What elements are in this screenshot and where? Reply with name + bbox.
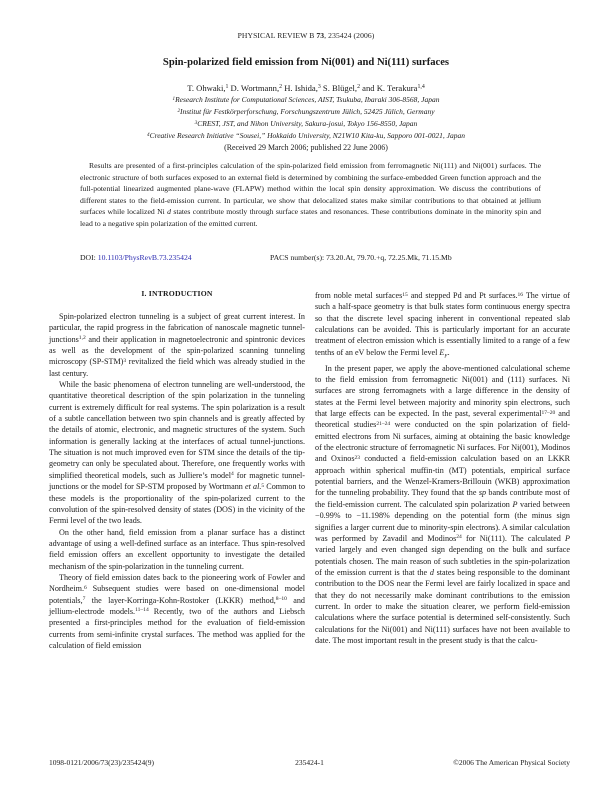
journal-volume: 73 — [316, 31, 325, 40]
affiliation: $^3$CREST, JST, and Nihon University, Sakura-josui, Tokyo 156-8550, Japan — [194, 119, 418, 128]
author: and K. Terakura$^{1,4}$ — [360, 83, 425, 93]
pacs-numbers: PACS number(s): 73.20.At, 79.70.+q, 72.25.Mk, 71.15.Mb — [270, 253, 452, 262]
paragraph: from noble metal surfaces$^{15}$ and stepped Pd and Pt surfaces.$^{16}$ The virtue of such a half-space geometry is that bulk states form continuous energy spectra so that the discrete level spacing inherent in conventional repeated slab calculations can be avoided. This is particularly important for an accurate treatment of electron emission which is essentially limited to a range of a few tenths of an eV below the Fermi level $E_F$. — [315, 291, 570, 360]
paper-title: Spin-polarized field emission from Ni(001) and Ni(111) surfaces — [162, 57, 450, 68]
affiliation: $^1$Research Institute for Computational Sciences, AIST, Tsukuba, Ibaraki 306-8568, Japan — [172, 95, 440, 104]
footer-issn: 1098-0121/2006/73(23)/235424(9) — [49, 758, 154, 767]
paragraph: Theory of field emission dates back to the pioneering work of Fowler and Nordheim.$^6$ Subsequent studies were based on one-dimensional model potentials,$^7$ the layer-Korringa-Kohn-Rostoker (LKKR) method,$^{8-10}$ and jellium-electrode models.$^{11-14}$ Recently, two of the authors and Liebsch presented a first-principles method for the evaluation of field-emission currents from semi-infinite crystal surfaces. The method was applied for the calculation of field emission — [49, 572, 305, 650]
paragraph: In the present paper, we apply the above-mentioned calculational scheme to the field emission from ferromagnetic Ni(001) and (111) surfaces. Ni surfaces are strong ferromagnets with a large difference in the density of states at the Fermi level between majority and minority spin electrons, such that large effects can be expected. In the past, several experimental$^{17-20}$ and theoretical studies$^{21-24}$ were conducted on the spin polarization of field-emitted electrons from Ni surfaces, aiming at obtaining the basic knowledge of the electronic structure of ferromagnetic Ni surfaces. For Ni(001), Modinos and Oxinos$^{23}$ conducted a field-emission calculation based on an LKKR approach within spherical muffin-tin (MT) potentials, empirical surface potential barriers, and the Wenzel-Kramers-Brillouin (WKB) approximation for the tunneling probability. They found that the sp bands contribute most of the field-emission current. The calculated spin polarization P varied between −0.99% to −11.198% depending on the potential form (the minus sign signifies a larger current due to minority-spin electrons). A similar calculation was performed by Zavadil and Modinos$^{24}$ for Ni(111). The calculated P varied largely and even changed sign depending on the bulk and surface potentials chosen. The main reason of such subtleties in the spin-polarization of the emission current is that the d states being responsible to the dominant contribution to the DOS near the Fermi level are fairly localized in space and that they do not necessarily make dominant contributions to the emission current. In order to make the situation clearer, we perform field-emission calculations where the surface potential is determined self-consistently. Such calculations for the Ni(001) and Ni(111) surfaces have not been available to date. The most important result in the present study is that the calcu- — [315, 363, 570, 645]
doi: DOI: 10.1103/PhysRevB.73.235424 — [80, 253, 192, 262]
paragraph: Spin-polarized electron tunneling is a subject of great current interest. In particular, the rapid progress in the fabrication of nanoscale magnetic tunnel-junctions$^{1,2}$ and their application in magnetoelectronic and spintronic devices as well as the development of the spin-polarized scanning tunneling microscopy $(SP-STM)^3$ revitalized the field which was already studied in the last century. — [49, 312, 305, 378]
affiliation: $^2$Institut für Festkörperforschung, Forschungszentrum Jülich, 52425 Jülich, Germany — [177, 107, 435, 116]
author-list — [0, 83, 612, 93]
paragraph: On the other hand, field emission from a planar surface has a distinct advantage of using a well-defined surface as an interface. Thus spin-resolved field emission offers an excellent opportunity to investigate the detailed mechanism of the spin-polarization in the tunneling current. — [49, 527, 305, 571]
paragraph: While the basic phenomena of electron tunneling are well-understood, the quantitative theoretical description of the spin polarization in the tunneling current is extremely difficult for real systems. The spin polarization is a result of a subtle cancellation between two spin channels and is greatly affected by the details of atomic, electronic, and magnetic structures of the system. Such information is generally lacking at the interfaces of actual tunnel-junctions. The situation is not much improved even for STM since the details of the tip-geometry can only be speculated about. Therefore, one frequently works with simplified theoretical models, such as Julliere’s model$^4$ for magnetic tunnel-junctions or the model for SP-STM proposed by Wortmann et al.$^5$ Common to these models is the proportionality of the spin-polarized current to the convolution of the spin-resolved density of states (DOS) in the vicinity of the Fermi level of the two leads. — [49, 380, 306, 526]
abstract: Results are presented of a first-principles calculation of the spin-polarized field emission from ferromagnetic Ni(111) and Ni(001) surfaces. The electronic structure of both surfaces exposed to an external field is determined by combining the surface-embedded Green function approach and the full-potential linearized augmented plane-wave (FLAPW) method within the local spin density approximation. We discuss the contributions of different states to the field-emission current. In particular, we show that delocalized states make similar contributions to that obtained at jellium surfaces while localized Ni d states contribute mostly through surface states and resonances. These contributions dominate in the minority spin and lead to a negative spin polarization of the emitted current. — [80, 161, 541, 228]
author: H. Ishida,$^3$ — [282, 83, 321, 93]
right-column — [315, 290, 570, 646]
section-heading: I. INTRODUCTION — [141, 289, 213, 298]
page-number: 235424-1 — [295, 758, 324, 767]
doi-link[interactable]: 10.1103/PhysRevB.73.235424 — [97, 253, 192, 262]
author: T. Ohwaki,$^1$ — [187, 83, 229, 93]
journal-name: PHYSICAL REVIEW B — [237, 31, 317, 40]
author: D. Wortmann,$^2$ — [228, 83, 283, 93]
received-date: (Received 29 March 2006; published 22 June 2006) — [224, 143, 388, 152]
affiliation: $^4$Creative Research Initiative “Sousei,” Hokkaido University, N21W10 Kita-ku, Sapporo 001-0021, Japan — [147, 131, 465, 140]
author: S. Blügel,$^2$ — [320, 83, 360, 93]
journal-header — [0, 31, 612, 40]
left-column — [49, 311, 305, 651]
copyright: ©2006 The American Physical Society — [453, 758, 570, 767]
journal-article: , 235424 (2006) — [324, 31, 375, 40]
